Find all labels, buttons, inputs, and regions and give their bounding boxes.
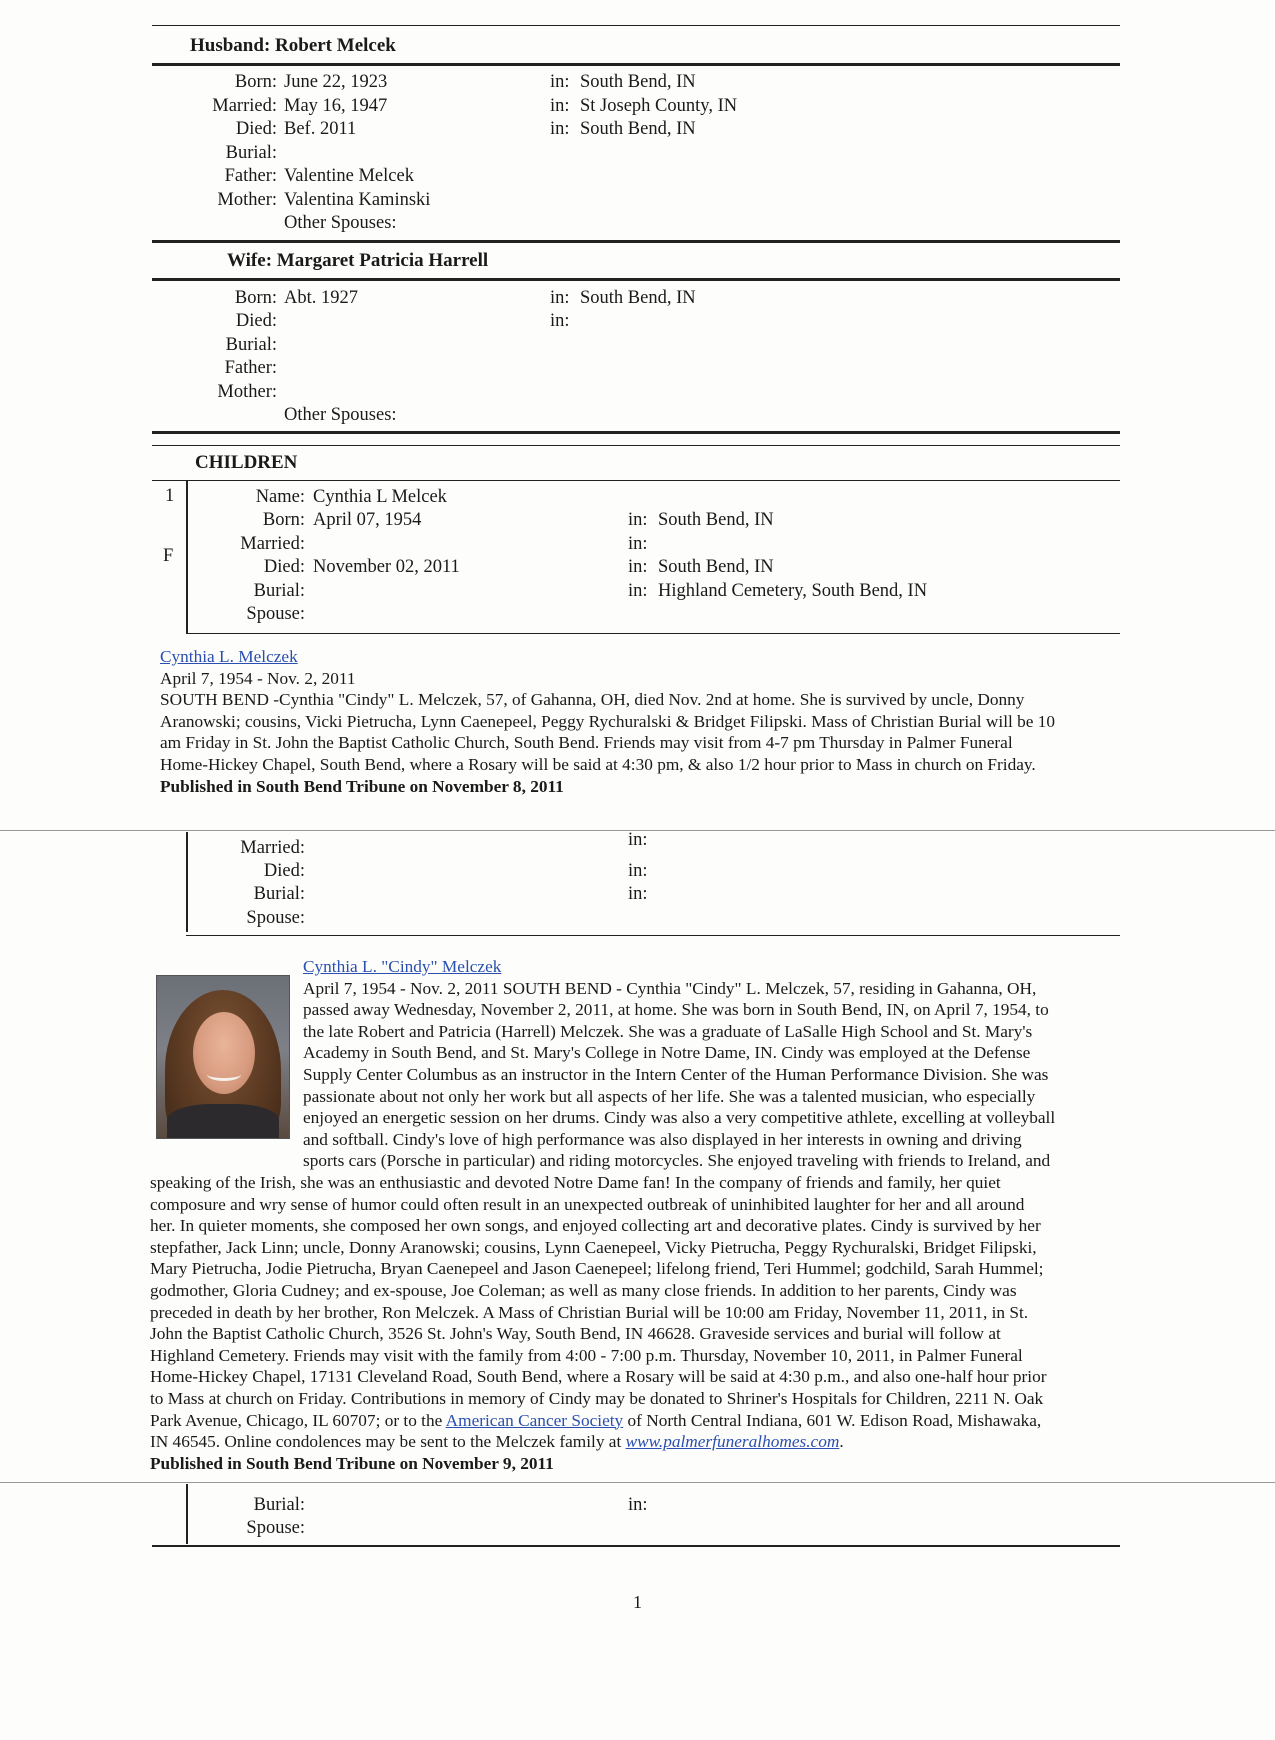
child-row [0, 509, 1275, 532]
place-value: Highland Cemetery, South Bend, IN [658, 581, 928, 601]
child-row [0, 603, 1275, 626]
in-label: in: [628, 534, 648, 554]
obituary-line: April 7, 1954 - Nov. 2, 2011 SOUTH BEND - Cynthia "Cindy" L. Melczek, 57, residing in Gahanna, OH, [303, 978, 1037, 998]
obituary-line: Home-Hickey Chapel, South Bend, where a Rosary will be said at 4:30 pm, & also 1/2 hour prior to Mass in church on Friday. [160, 754, 1036, 774]
american-cancer-society-link[interactable]: American Cancer Society [445, 1410, 624, 1430]
place-value: South Bend, IN [658, 510, 774, 530]
child-number: 1 [165, 486, 175, 506]
in-label: in: [628, 1495, 648, 1515]
field-label: Born: [234, 288, 277, 308]
field-value: Bef. 2011 [284, 119, 357, 139]
field-label: Burial: [253, 884, 305, 904]
child-row [0, 533, 1275, 556]
husband-label: Husband: [190, 35, 271, 56]
husband-rule [152, 63, 1120, 66]
field-label: Died: [263, 861, 305, 881]
in-label: in: [628, 861, 648, 881]
child-row [0, 486, 1275, 509]
field-value: June 22, 1923 [284, 72, 388, 92]
line-text: of North Central Indiana, 601 W. Edison Road, Mishawaka, [623, 1410, 1042, 1430]
field-label: Name: [255, 487, 305, 507]
obituary-line: am Friday in St. John the Baptist Catholic Church, South Bend. Friends may visit from 4-7 pm Thursday in Palmer Funeral [160, 733, 1013, 753]
wife-label: Wife: [227, 250, 273, 271]
husband-row [0, 95, 1275, 118]
fragment-row [0, 860, 1275, 883]
in-label: in: [550, 311, 570, 331]
place-value: South Bend, IN [580, 119, 696, 139]
obituary-long-full [150, 1172, 1150, 1474]
obituary-line-acs [150, 1410, 1150, 1432]
obituary-dates: April 7, 1954 - Nov. 2, 2011 [160, 668, 356, 688]
field-value: Valentine Melcek [284, 166, 414, 186]
place-value: South Bend, IN [658, 557, 774, 577]
husband-header [190, 35, 396, 57]
husband-row [0, 142, 1275, 165]
wife-row [0, 310, 1275, 333]
place-value: St Joseph County, IN [580, 96, 738, 116]
field-label: Spouse: [246, 908, 305, 928]
obituary-link[interactable]: Cynthia L. Melczek [160, 647, 298, 666]
obituary-short [160, 646, 1160, 797]
photo-face [193, 1012, 255, 1094]
child-row [0, 556, 1275, 579]
in-label: in: [550, 72, 570, 92]
obituary-line: Mary Pietrucha, Jodie Pietrucha, Bryan Caenepeel and Jason Caenepeel; lifelong friend, Teri Hummel; godchild, Sarah Hummel; [150, 1259, 1044, 1279]
funeral-home-website-link[interactable]: www.palmerfuneralhomes.com [625, 1432, 840, 1452]
page-number: 1 [633, 1592, 642, 1612]
children-rule-top [152, 431, 1120, 434]
husband-row [0, 71, 1275, 94]
in-label: in: [628, 510, 648, 530]
obituary-line: Highland Cemetery. Friends may visit with the family from 4:00 - 7:00 p.m. Thursday, November 10, 2011, in Palmer Funeral [150, 1345, 1023, 1365]
field-label: Died: [235, 311, 277, 331]
obituary-line: Academy in South Bend, and St. Mary's College in Notre Dame, IN. Cindy was employed at the Defense [303, 1043, 1031, 1063]
obituary-link[interactable]: Cynthia L. "Cindy" Melczek [303, 957, 502, 976]
wife-row [0, 287, 1275, 310]
field-label: Mother: [217, 190, 277, 210]
fragment-row [0, 883, 1275, 906]
field-label: Married: [240, 838, 305, 858]
field-value: Valentina Kaminski [284, 190, 431, 210]
obituary-line: composure and wry sense of humor could often result in an unexpected outbreak of uninhibited laughter for her and all around [150, 1194, 1025, 1214]
obituary-line: the late Robert and Patricia (Harrell) Melczek. She was a graduate of LaSalle High School and St. Mary's [303, 1021, 1033, 1041]
field-label: Born: [262, 510, 305, 530]
husband-row [0, 165, 1275, 188]
fragment-row [0, 1517, 1275, 1540]
husband-name: Robert Melcek [275, 35, 396, 56]
obituary-line: speaking of the Irish, she was an enthusiastic and devoted Notre Dame fan! In the company of friends and family, her quiet [150, 1173, 1001, 1192]
field-label: Spouse: [246, 1518, 305, 1538]
fragment-bottom-rule [152, 1545, 1120, 1547]
children-rule [152, 480, 1120, 481]
in-label: in: [550, 96, 570, 116]
obituary-line: to Mass at church on Friday. Contributions in memory of Cindy may be donated to Shriner's Hospitals for Children, 2211 N. Oak [150, 1388, 1044, 1408]
obituary-photo [156, 975, 290, 1139]
obituary-line-last [150, 1431, 1150, 1453]
in-label: in: [550, 119, 570, 139]
line-text: . [839, 1432, 844, 1452]
obituary-line: her. In quieter moments, she composed her own songs, and enjoyed collecting art and decorative plates. Cindy is survived by her [150, 1216, 1041, 1236]
children-rule-top-2 [152, 445, 1120, 446]
wife-other-spouses [284, 404, 397, 427]
paste-edge [0, 1482, 1275, 1483]
field-value: Abt. 1927 [284, 288, 358, 308]
obituary-line: passed away Wednesday, November 2, 2011, at home. She was born in South Bend, IN, on April 7, 1954, to [303, 1000, 1049, 1020]
obituary-line: John the Baptist Catholic Church, 3526 St. John's Way, South Bend, IN 46628. Graveside services and burial will follow at [150, 1324, 1001, 1344]
wife-rule [152, 278, 1120, 281]
photo-smile [207, 1068, 241, 1081]
field-value: April 07, 1954 [313, 510, 422, 530]
husband-row [0, 189, 1275, 212]
obituary-line: passionate about not only her work but all aspects of her life. She was a talented musician, who especially [303, 1086, 1036, 1106]
field-label: Died: [263, 557, 305, 577]
obituary-line: Aranowski; cousins, Vicki Pietrucha, Lynn Caenepeel, Peggy Rychuralski & Bridget Filipski. Mass of Christian Burial will be 10 [160, 711, 1056, 731]
child-bottom-rule [186, 633, 1120, 634]
field-label: Married: [212, 96, 277, 116]
field-label: Married: [240, 534, 305, 554]
obituary-line: enjoyed an energetic session on her drums. Cindy was also a very competitive athlete, excelling at volleyball [303, 1108, 1056, 1128]
field-label: Spouse: [246, 604, 305, 624]
obituary-line: godmother, Gloria Cudney; and ex-spouse, Joe Coleman; as well as many close friends. In addition to her parents, Cindy was [150, 1280, 1017, 1300]
fragment-row [0, 1494, 1275, 1517]
photo-shoulder [167, 1104, 279, 1139]
fragment-bottom-rule [186, 935, 1120, 936]
field-label: Burial: [225, 143, 277, 163]
obituary-line: stepfather, Jack Linn; uncle, Donny Aranowski; cousins, Lynn Caenepeel, Vicky Pietrucha, Peggy Rychuralski, Bridget Filipski, [150, 1237, 1037, 1257]
field-value: Cynthia L Melcek [313, 487, 447, 507]
obituary-published: Published in South Bend Tribune on November 9, 2011 [150, 1453, 554, 1473]
wife-row [0, 381, 1275, 404]
field-label: Burial: [253, 1495, 305, 1515]
fragment-row [0, 830, 1275, 860]
field-label: Father: [224, 358, 277, 378]
field-label: Born: [234, 72, 277, 92]
in-label: in: [628, 581, 648, 601]
children-title: CHILDREN [195, 452, 298, 473]
other-spouses-label: Other Spouses: [284, 405, 397, 425]
husband-other-spouses [284, 212, 397, 235]
field-label: Died: [235, 119, 277, 139]
obituary-published: Published in South Bend Tribune on November 8, 2011 [160, 776, 564, 796]
top-rule [152, 25, 1120, 26]
obituary-line: Home-Hickey Chapel, 17131 Cleveland Road, South Bend, where a Rosary will be said at 4:30 p.m., and also one-half hour prior [150, 1367, 1047, 1387]
obituary-long-indented [303, 956, 1133, 1172]
place-value: South Bend, IN [580, 288, 696, 308]
in-label: in: [628, 557, 648, 577]
wife-row [0, 334, 1275, 357]
field-value: November 02, 2011 [313, 557, 460, 577]
line-text: IN 46545. Online condolences may be sent to the Melczek family at [150, 1432, 626, 1452]
field-value: May 16, 1947 [284, 96, 388, 116]
line-text: Park Avenue, Chicago, IL 60707; or to the [150, 1410, 446, 1430]
in-label: in: [550, 288, 570, 308]
wife-header [227, 250, 488, 272]
obituary-line: SOUTH BEND -Cynthia "Cindy" L. Melczek, 57, of Gahanna, OH, died Nov. 2nd at home. She is survived by uncle, Donny [160, 690, 1025, 710]
wife-rule-top [152, 240, 1120, 243]
fragment-row [0, 907, 1275, 930]
child-sex: F [163, 546, 174, 566]
in-label: in: [628, 830, 648, 850]
obituary-line: and softball. Cindy's love of high performance was also displayed in her interests in owning and driving [303, 1129, 1022, 1149]
obituary-line: preceded in death by her brother, Ron Melczek. A Mass of Christian Burial will be 10:00 am Friday, November 11, 2011, in St. [150, 1302, 1029, 1322]
obituary-line: Supply Center Columbus as an instructor in the Intern Center of the Human Performance Division. She was [303, 1064, 1049, 1084]
other-spouses-label: Other Spouses: [284, 213, 397, 233]
wife-row [0, 357, 1275, 380]
husband-row [0, 118, 1275, 141]
child-row [0, 580, 1275, 603]
field-label: Burial: [225, 335, 277, 355]
place-value: South Bend, IN [580, 72, 696, 92]
field-label: Mother: [217, 382, 277, 402]
field-label: Father: [224, 166, 277, 186]
obituary-line: sports cars (Porsche in particular) and riding motorcycles. She enjoyed traveling with friends to Ireland, and [303, 1151, 1051, 1171]
in-label: in: [628, 884, 648, 904]
wife-name: Margaret Patricia Harrell [276, 250, 489, 271]
field-label: Burial: [253, 581, 305, 601]
